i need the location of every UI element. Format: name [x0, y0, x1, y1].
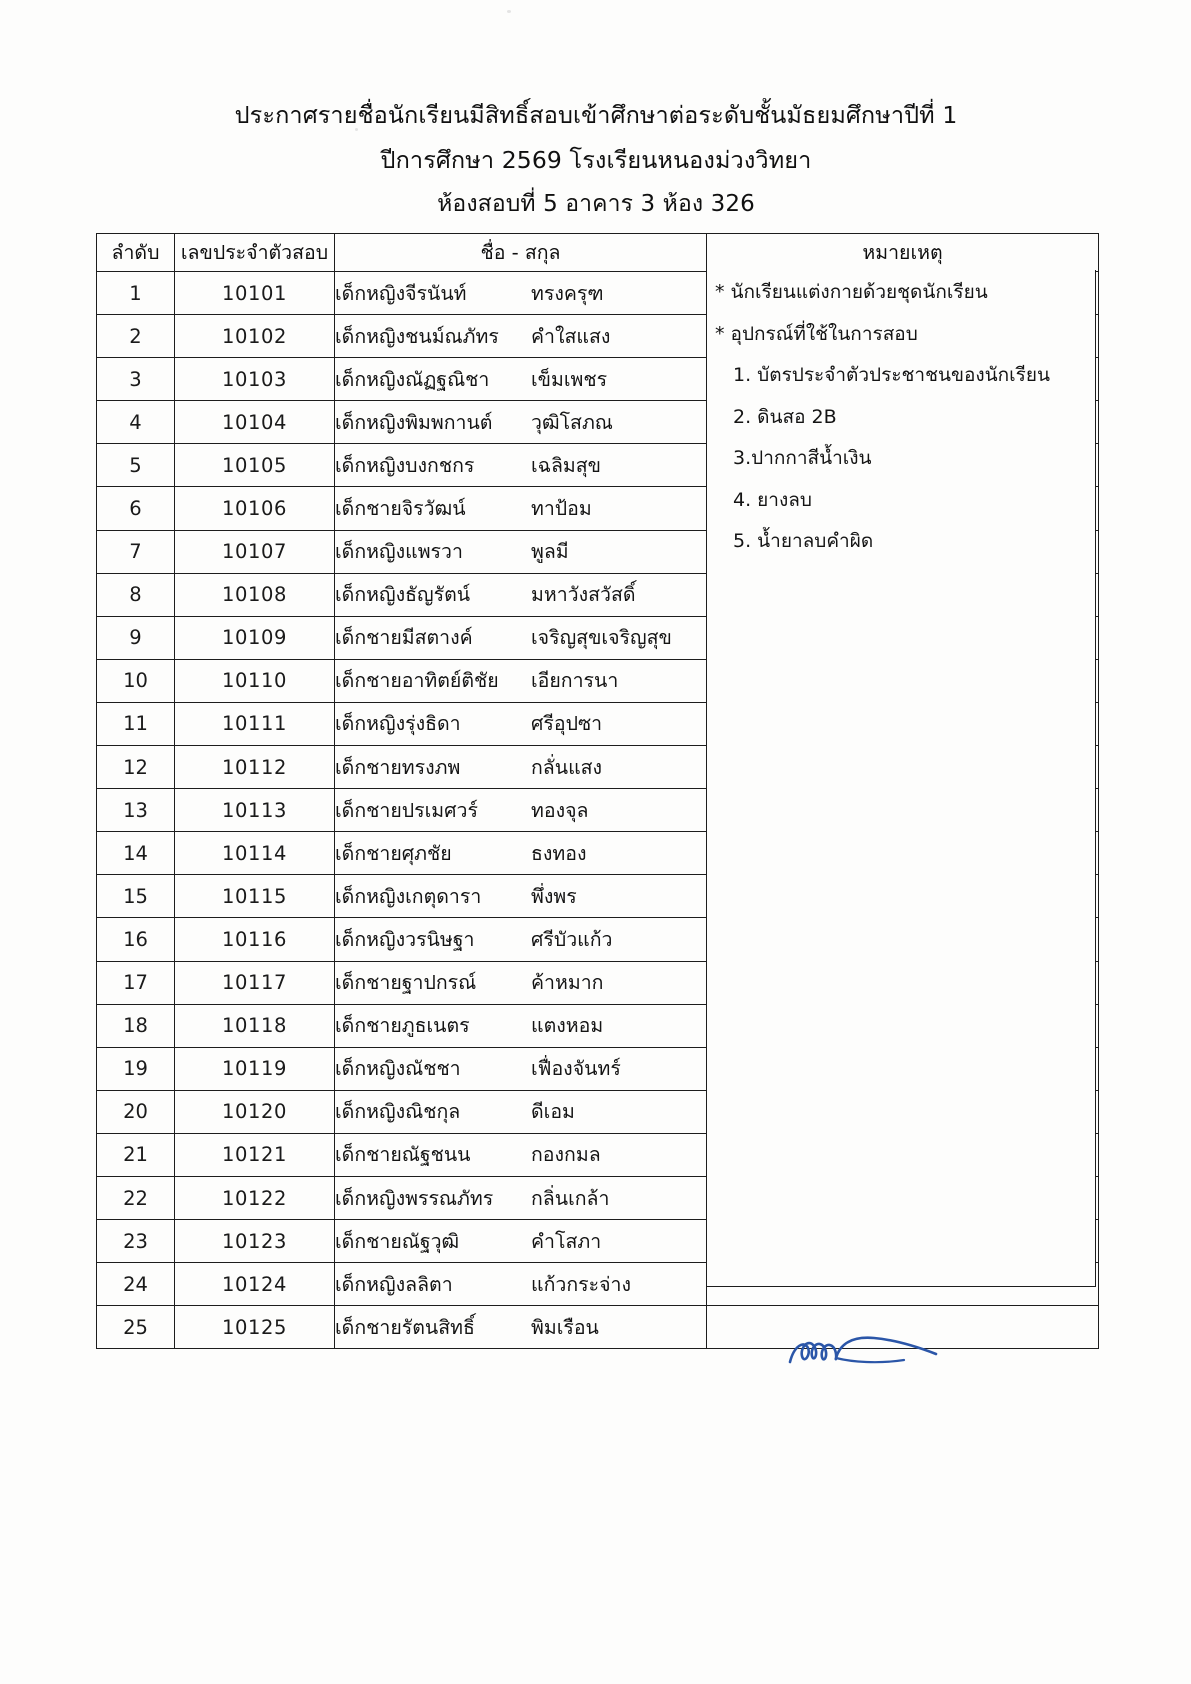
- table-head: [97, 234, 1099, 272]
- cell-no: 15: [97, 875, 175, 918]
- surname: ธงทอง: [531, 841, 587, 865]
- cell-name: [335, 789, 707, 832]
- column-header-no: ลำดับ: [97, 234, 175, 272]
- cell-exam-code: 10101: [175, 272, 335, 315]
- given-name: เด็กหญิงณัชชา: [335, 1057, 461, 1081]
- name-row: [335, 1269, 706, 1300]
- name-row: [335, 364, 706, 395]
- name-row: [335, 967, 706, 998]
- cell-name: [335, 961, 707, 1004]
- cell-name: [335, 1220, 707, 1263]
- given-name: เด็กหญิงเกตุดารา: [335, 884, 482, 908]
- column-header-exam-code: เลขประจำตัวสอบ: [175, 234, 335, 272]
- remark-item: 1. บัตรประจำตัวประชาชนของนักเรียน: [733, 364, 1050, 386]
- cell-exam-code: 10117: [175, 961, 335, 1004]
- cell-name: [335, 1263, 707, 1306]
- column-header-remark: หมายเหตุ: [707, 234, 1099, 272]
- cell-no: 5: [97, 444, 175, 487]
- cell-no: 2: [97, 315, 175, 358]
- cell-exam-code: 10115: [175, 875, 335, 918]
- cell-exam-code: 10111: [175, 702, 335, 745]
- given-name: เด็กหญิงลลิตา: [335, 1272, 453, 1296]
- name-row: [335, 450, 706, 481]
- cell-name: [335, 746, 707, 789]
- cell-exam-code: 10106: [175, 487, 335, 530]
- cell-exam-code: 10124: [175, 1263, 335, 1306]
- cell-exam-code: 10110: [175, 659, 335, 702]
- cell-exam-code: 10114: [175, 832, 335, 875]
- name-row: [335, 1010, 706, 1041]
- surname: เจริญสุขเจริญสุข: [531, 626, 672, 650]
- surname: ทรงครุฑ: [531, 281, 604, 305]
- given-name: เด็กหญิงวรนิษฐา: [335, 927, 475, 951]
- cell-name: [335, 315, 707, 358]
- name-row: [335, 1139, 706, 1170]
- cell-exam-code: 10113: [175, 789, 335, 832]
- surname: วุฒิโสภณ: [531, 410, 613, 434]
- given-name: เด็กชาย​ภูธเนตร: [335, 1014, 470, 1038]
- table-row: [97, 1306, 1099, 1349]
- name-row: [335, 881, 706, 912]
- cell-exam-code: 10112: [175, 746, 335, 789]
- cell-no: 13: [97, 789, 175, 832]
- name-row: [335, 536, 706, 567]
- remark-item: 3.ปากกาสีน้ำเงิน: [733, 447, 872, 469]
- name-row: [335, 838, 706, 869]
- given-name: เด็กหญิงรุ่งธิดา: [335, 712, 461, 736]
- surname: กลั่นแสง: [531, 755, 603, 779]
- cell-no: 23: [97, 1220, 175, 1263]
- cell-no: 11: [97, 702, 175, 745]
- name-row: [335, 1183, 706, 1214]
- cell-exam-code: 10108: [175, 573, 335, 616]
- given-name: เด็กชายศุภชัย: [335, 841, 452, 865]
- cell-name: [335, 918, 707, 961]
- given-name: เด็กหญิงบงกชกร: [335, 453, 475, 477]
- cell-no: 1: [97, 272, 175, 315]
- name-row: [335, 1096, 706, 1127]
- given-name: เด็กหญิงณิชกุล: [335, 1100, 461, 1124]
- cell-exam-code: 10109: [175, 616, 335, 659]
- cell-exam-code: 10122: [175, 1176, 335, 1219]
- given-name: เด็กชายมีสตางค์: [335, 626, 473, 650]
- cell-name: [335, 1133, 707, 1176]
- remark-item: * นักเรียนแต่งกายด้วยชุดนักเรียน: [715, 281, 988, 303]
- name-row: [335, 924, 706, 955]
- announcement-title-line-1: ประกาศรายชื่อนักเรียนมีสิทธิ์สอบเข้าศึกษาต่อระดับชั้นมัธยมศึกษาปีที่ 1: [234, 101, 958, 129]
- surname: แตงหอม: [531, 1014, 604, 1038]
- cell-exam-code: 10107: [175, 530, 335, 573]
- cell-name: [335, 1004, 707, 1047]
- cell-exam-code: 10104: [175, 401, 335, 444]
- cell-name: [335, 1306, 707, 1349]
- cell-exam-code: 10121: [175, 1133, 335, 1176]
- cell-name: [335, 875, 707, 918]
- cell-name: [335, 444, 707, 487]
- cell-name: [335, 702, 707, 745]
- cell-exam-code: 10102: [175, 315, 335, 358]
- remarks-list: [715, 283, 1089, 551]
- given-name: เด็กชายปรเมศวร์: [335, 798, 478, 822]
- cell-no: 14: [97, 832, 175, 875]
- cell-no: 3: [97, 358, 175, 401]
- cell-exam-code: 10123: [175, 1220, 335, 1263]
- cell-name: [335, 272, 707, 315]
- given-name: เด็กหญิงชนม์ณภัทร: [335, 324, 499, 348]
- cell-name: [335, 573, 707, 616]
- surname: ดีเอม: [531, 1100, 575, 1124]
- name-row: [335, 665, 706, 696]
- name-row: [335, 407, 706, 438]
- announcement-title-line-2: ปีการศึกษา 2569 โรงเรียนหนองม่วงวิทยา: [380, 145, 812, 174]
- cell-no: 24: [97, 1263, 175, 1306]
- cell-name: [335, 401, 707, 444]
- cell-name: [335, 1047, 707, 1090]
- cell-name: [335, 659, 707, 702]
- cell-no: 19: [97, 1047, 175, 1090]
- name-row: [335, 795, 706, 826]
- surname: พึ่งพร: [531, 884, 577, 908]
- remarks-column: [706, 270, 1096, 1287]
- name-row: [335, 622, 706, 653]
- cell-name: [335, 1090, 707, 1133]
- name-row: [335, 493, 706, 524]
- surname: คำโสภา: [531, 1229, 602, 1253]
- given-name: เด็กชายรัตนสิทธิ์: [335, 1315, 475, 1339]
- cell-name: [335, 487, 707, 530]
- cell-name: [335, 616, 707, 659]
- surname: พูลมี: [531, 540, 569, 564]
- cell-no: 16: [97, 918, 175, 961]
- surname: แก้วกระจ่าง: [531, 1272, 631, 1296]
- surname: กองกมล: [531, 1143, 601, 1167]
- cell-name: [335, 358, 707, 401]
- cell-no: 22: [97, 1176, 175, 1219]
- cell-remark-spacer: [707, 1306, 1099, 1349]
- cell-exam-code: 10120: [175, 1090, 335, 1133]
- remark-item: * อุปกรณ์ที่ใช้ในการสอบ: [715, 322, 918, 345]
- given-name: เด็กชายทรงภพ: [335, 755, 461, 779]
- name-row: [335, 708, 706, 739]
- cell-no: 7: [97, 530, 175, 573]
- cell-exam-code: 10118: [175, 1004, 335, 1047]
- table-header-row: [97, 234, 1099, 272]
- surname: เอียการนา: [531, 669, 619, 693]
- surname: คำใสแสง: [531, 324, 611, 348]
- surname: ศรีบัวแก้ว: [531, 927, 613, 951]
- cell-no: 10: [97, 659, 175, 702]
- name-row: [335, 579, 706, 610]
- given-name: เด็กหญิงธัญรัตน์: [335, 583, 471, 607]
- name-row: [335, 752, 706, 783]
- cell-exam-code: 10103: [175, 358, 335, 401]
- given-name: เด็กหญิงณัฏฐณิชา: [335, 367, 490, 391]
- given-name: เด็กชายณัฐชนน: [335, 1143, 471, 1167]
- surname: เข็มเพชร: [531, 367, 608, 391]
- cell-no: 25: [97, 1306, 175, 1349]
- surname: กลิ่นเกล้า: [531, 1186, 610, 1210]
- document-heading: [96, 101, 1096, 217]
- column-header-name: ชื่อ - สกุล: [335, 234, 707, 272]
- cell-no: 20: [97, 1090, 175, 1133]
- cell-no: 12: [97, 746, 175, 789]
- cell-name: [335, 530, 707, 573]
- remark-item: 2. ดินสอ 2B: [733, 405, 837, 428]
- surname: พิมเรือน: [531, 1315, 599, 1339]
- name-row: [335, 278, 706, 309]
- cell-no: 8: [97, 573, 175, 616]
- surname: มหาวังสวัสดิ์: [531, 583, 636, 607]
- cell-no: 9: [97, 616, 175, 659]
- surname: เฟื่องจันทร์: [531, 1057, 621, 1081]
- given-name: เด็กชายณัฐวุฒิ: [335, 1229, 460, 1253]
- name-row: [335, 321, 706, 352]
- name-row: [335, 1053, 706, 1084]
- given-name: เด็กหญิงพิมพกานต์: [335, 410, 493, 434]
- cell-name: [335, 832, 707, 875]
- given-name: เด็กหญิงพรรณภัทร: [335, 1186, 494, 1210]
- cell-exam-code: 10119: [175, 1047, 335, 1090]
- given-name: เด็กชายจิรวัฒน์: [335, 497, 466, 521]
- cell-no: 4: [97, 401, 175, 444]
- cell-exam-code: 10116: [175, 918, 335, 961]
- given-name: เด็กหญิงจีรนันท์: [335, 281, 467, 305]
- name-row: [335, 1226, 706, 1257]
- surname: ทองจุล: [531, 798, 589, 822]
- remark-item: 4. ยางลบ: [733, 488, 812, 511]
- cell-exam-code: 10125: [175, 1306, 335, 1349]
- cell-no: 17: [97, 961, 175, 1004]
- name-row: [335, 1312, 706, 1343]
- cell-no: 18: [97, 1004, 175, 1047]
- surname: ค้าหมาก: [531, 971, 604, 995]
- surname: เฉลิมสุข: [531, 453, 601, 477]
- cell-exam-code: 10105: [175, 444, 335, 487]
- given-name: เด็กชาย​ฐาปกรณ์: [335, 971, 477, 995]
- student-table-wrapper: [96, 233, 1098, 1349]
- surname: ศรีอุปซา: [531, 712, 603, 736]
- cell-no: 21: [97, 1133, 175, 1176]
- announcement-title-line-3: ห้องสอบที่ 5 อาคาร 3 ห้อง 326: [437, 191, 755, 217]
- cell-name: [335, 1176, 707, 1219]
- cell-no: 6: [97, 487, 175, 530]
- given-name: เด็กหญิงแพรวา: [335, 540, 463, 564]
- remark-item: 5. น้ำยาลบคำผิด: [733, 530, 874, 552]
- surname: ทาป้อม: [531, 497, 592, 521]
- given-name: เด็กชายอาทิตย์ติชัย: [335, 669, 499, 693]
